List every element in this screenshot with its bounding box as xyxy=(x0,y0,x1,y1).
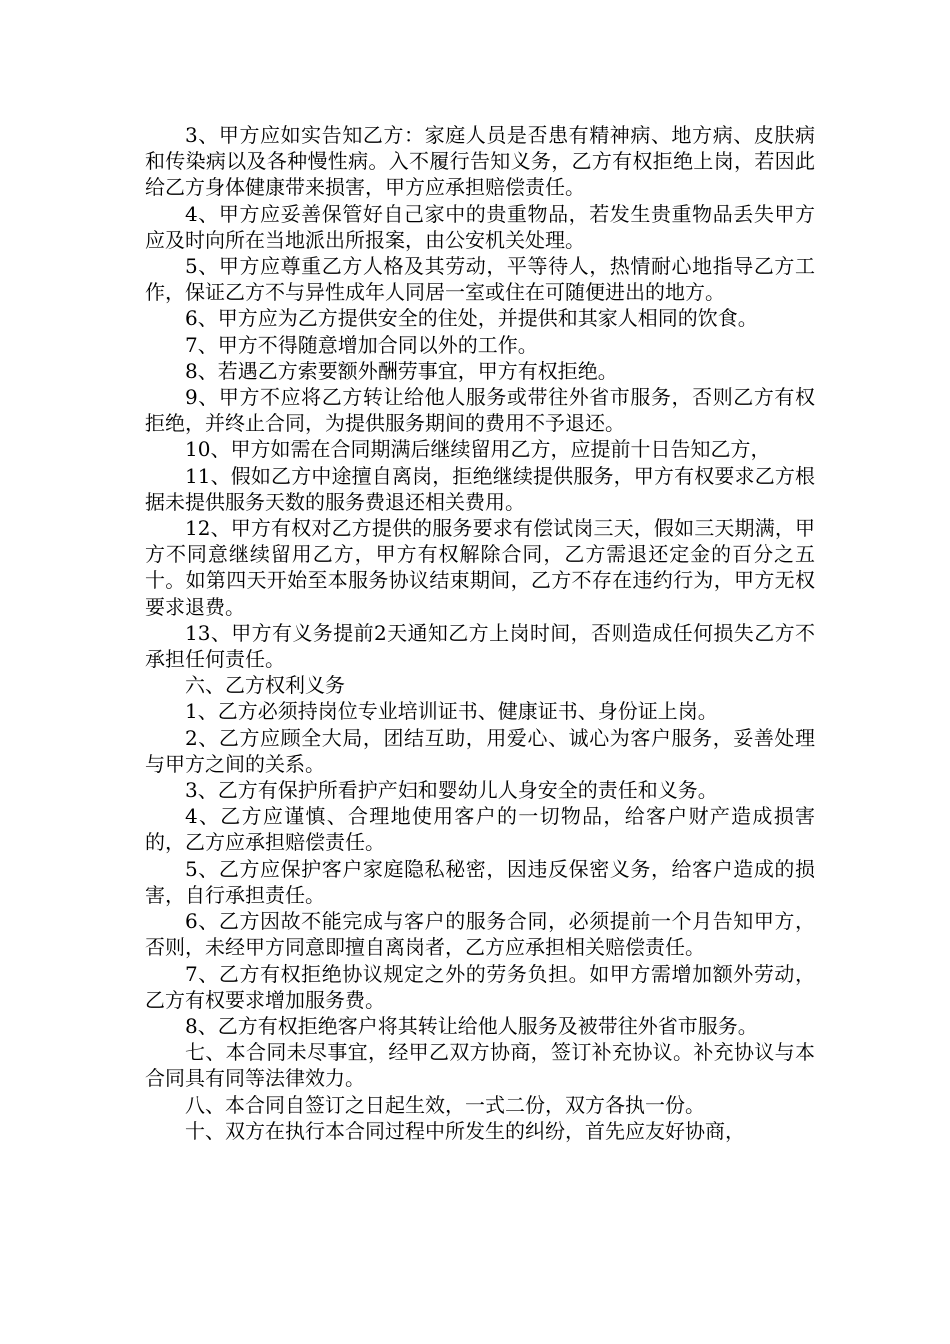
section-heading: 六、乙方权利义务 xyxy=(185,673,345,698)
clause-paragraph: 4、乙方应谨慎、合理地使用客户的一切物品，给客户财产造成损害的，乙方应承担赔偿责任。 xyxy=(145,804,815,855)
clause-paragraph: 9、甲方不应将乙方转让给他人服务或带往外省市服务，否则乙方有权拒绝，并终止合同，为提供服务期间的费用不予退还。 xyxy=(145,385,815,436)
document-body xyxy=(145,122,815,1144)
clause-paragraph: 11、假如乙方中途擅自离岗，拒绝继续提供服务，甲方有权要求乙方根据未提供服务天数的服务费退还相关费用。 xyxy=(145,463,815,514)
clause-paragraph: 13、甲方有义务提前2天通知乙方上岗时间，否则造成任何损失乙方不承担任何责任。 xyxy=(145,620,815,672)
clause-paragraph: 5、甲方应尊重乙方人格及其劳动，平等待人，热情耐心地指导乙方工作，保证乙方不与异性成年人同居一室或住在可随便进出的地方。 xyxy=(145,254,815,305)
clause-paragraph: 12、甲方有权对乙方提供的服务要求有偿试岗三天，假如三天期满，甲方不同意继续留用乙方，甲方有权解除合同，乙方需退还定金的百分之五十。如第四天开始至本服务协议结束期间，乙方不存在违约行为，甲方无权要求退费。 xyxy=(145,516,815,619)
clause-paragraph: 8、乙方有权拒绝客户将其转让给他人服务及被带往外省市服务。 xyxy=(185,1013,758,1038)
clause-paragraph: 6、乙方因故不能完成与客户的服务合同，必须提前一个月告知甲方，否则，未经甲方同意即擅自离岗者，乙方应承担相关赔偿责任。 xyxy=(145,909,815,960)
clause-paragraph: 2、乙方应顾全大局，团结互助，用爱心、诚心为客户服务，妥善处理与甲方之间的关系。 xyxy=(145,725,815,776)
clause-paragraph: 10、甲方如需在合同期满后继续留用乙方，应提前十日告知乙方， xyxy=(185,437,771,462)
clause-paragraph: 5、乙方应保护客户家庭隐私秘密，因违反保密义务，给客户造成的损害，自行承担责任。 xyxy=(145,856,815,907)
clause-paragraph: 6、甲方应为乙方提供安全的住处，并提供和其家人相同的饮食。 xyxy=(185,306,758,331)
clause-paragraph: 3、甲方应如实告知乙方：家庭人员是否患有精神病、地方病、皮肤病和传染病以及各种慢性病。入不履行告知义务，乙方有权拒绝上岗，若因此给乙方身体健康带来损害，甲方应承担赔偿责任。 xyxy=(145,123,815,200)
clause-paragraph: 十、双方在执行本合同过程中所发生的纠纷，首先应友好协商， xyxy=(185,1118,745,1143)
clause-paragraph: 3、乙方有保护所看护产妇和婴幼儿人身安全的责任和义务。 xyxy=(185,778,718,803)
clause-paragraph: 1、乙方必须持岗位专业培训证书、健康证书、身份证上岗。 xyxy=(185,699,718,724)
clause-paragraph: 八、本合同自签订之日起生效，一式二份，双方各执一份。 xyxy=(185,1092,705,1117)
clause-paragraph: 8、若遇乙方索要额外酬劳事宜，甲方有权拒绝。 xyxy=(185,358,618,383)
clause-paragraph: 七、本合同未尽事宜，经甲乙双方协商，签订补充协议。补充协议与本合同具有同等法律效力。 xyxy=(145,1040,815,1091)
clause-paragraph: 7、乙方有权拒绝协议规定之外的劳务负担。如甲方需增加额外劳动，乙方有权要求增加服务费。 xyxy=(145,961,815,1012)
clause-paragraph: 7、甲方不得随意增加合同以外的工作。 xyxy=(185,332,538,357)
clause-paragraph: 4、甲方应妥善保管好自己家中的贵重物品，若发生贵重物品丢失甲方应及时向所在当地派出所报案，由公安机关处理。 xyxy=(145,201,815,252)
